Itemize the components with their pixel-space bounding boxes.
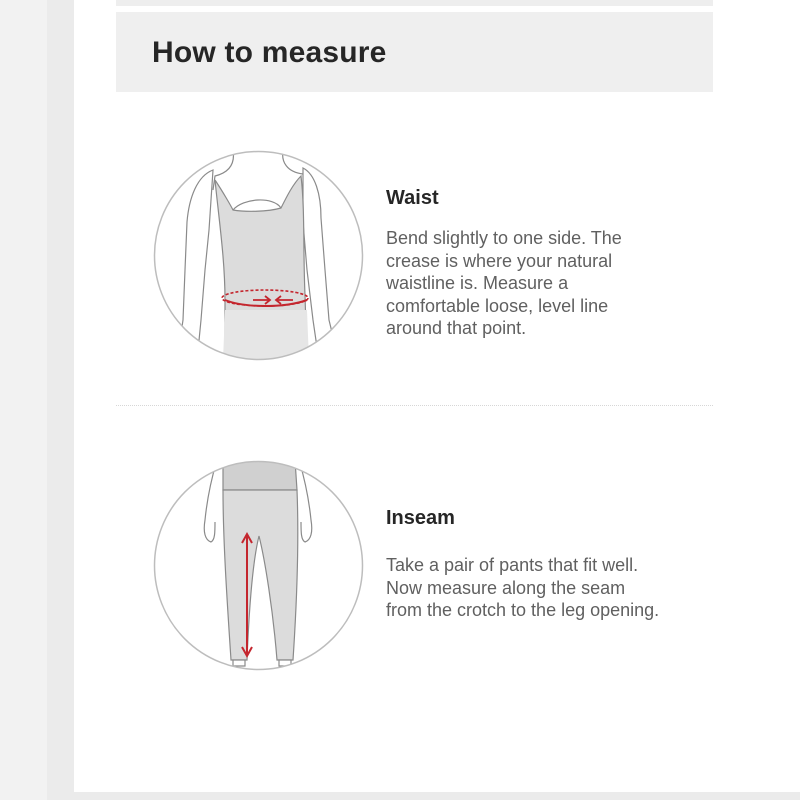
legs-inseam-measure-icon — [153, 460, 364, 671]
section-header — [116, 12, 713, 92]
torso-waist-measure-icon — [153, 150, 364, 361]
inseam-description — [386, 554, 706, 622]
waist-text — [386, 187, 706, 340]
waist-description-line: around that point. — [386, 318, 527, 338]
waist-description-line: comfortable loose, level line — [386, 295, 609, 316]
waist-description-line: waistline is. Measure a — [386, 273, 569, 293]
inseam-text — [386, 507, 706, 622]
waist-description-line: Bend slightly to one side. The — [386, 228, 622, 248]
top-divider-strip — [116, 0, 713, 6]
section-divider — [116, 405, 713, 406]
waist-description — [386, 227, 706, 340]
waist-title: Waist — [386, 187, 439, 209]
waist-section — [116, 150, 713, 365]
waist-description-line: crease is where your natural — [386, 250, 613, 271]
inseam-section — [116, 460, 713, 675]
inseam-description-line: from the crotch to the leg opening. — [386, 600, 660, 620]
inseam-description-line: Now measure along the seam — [386, 577, 626, 598]
inseam-title: Inseam — [386, 507, 455, 529]
inseam-description-line: Take a pair of pants that fit well. — [386, 555, 639, 575]
page-title: How to measure — [152, 36, 387, 69]
